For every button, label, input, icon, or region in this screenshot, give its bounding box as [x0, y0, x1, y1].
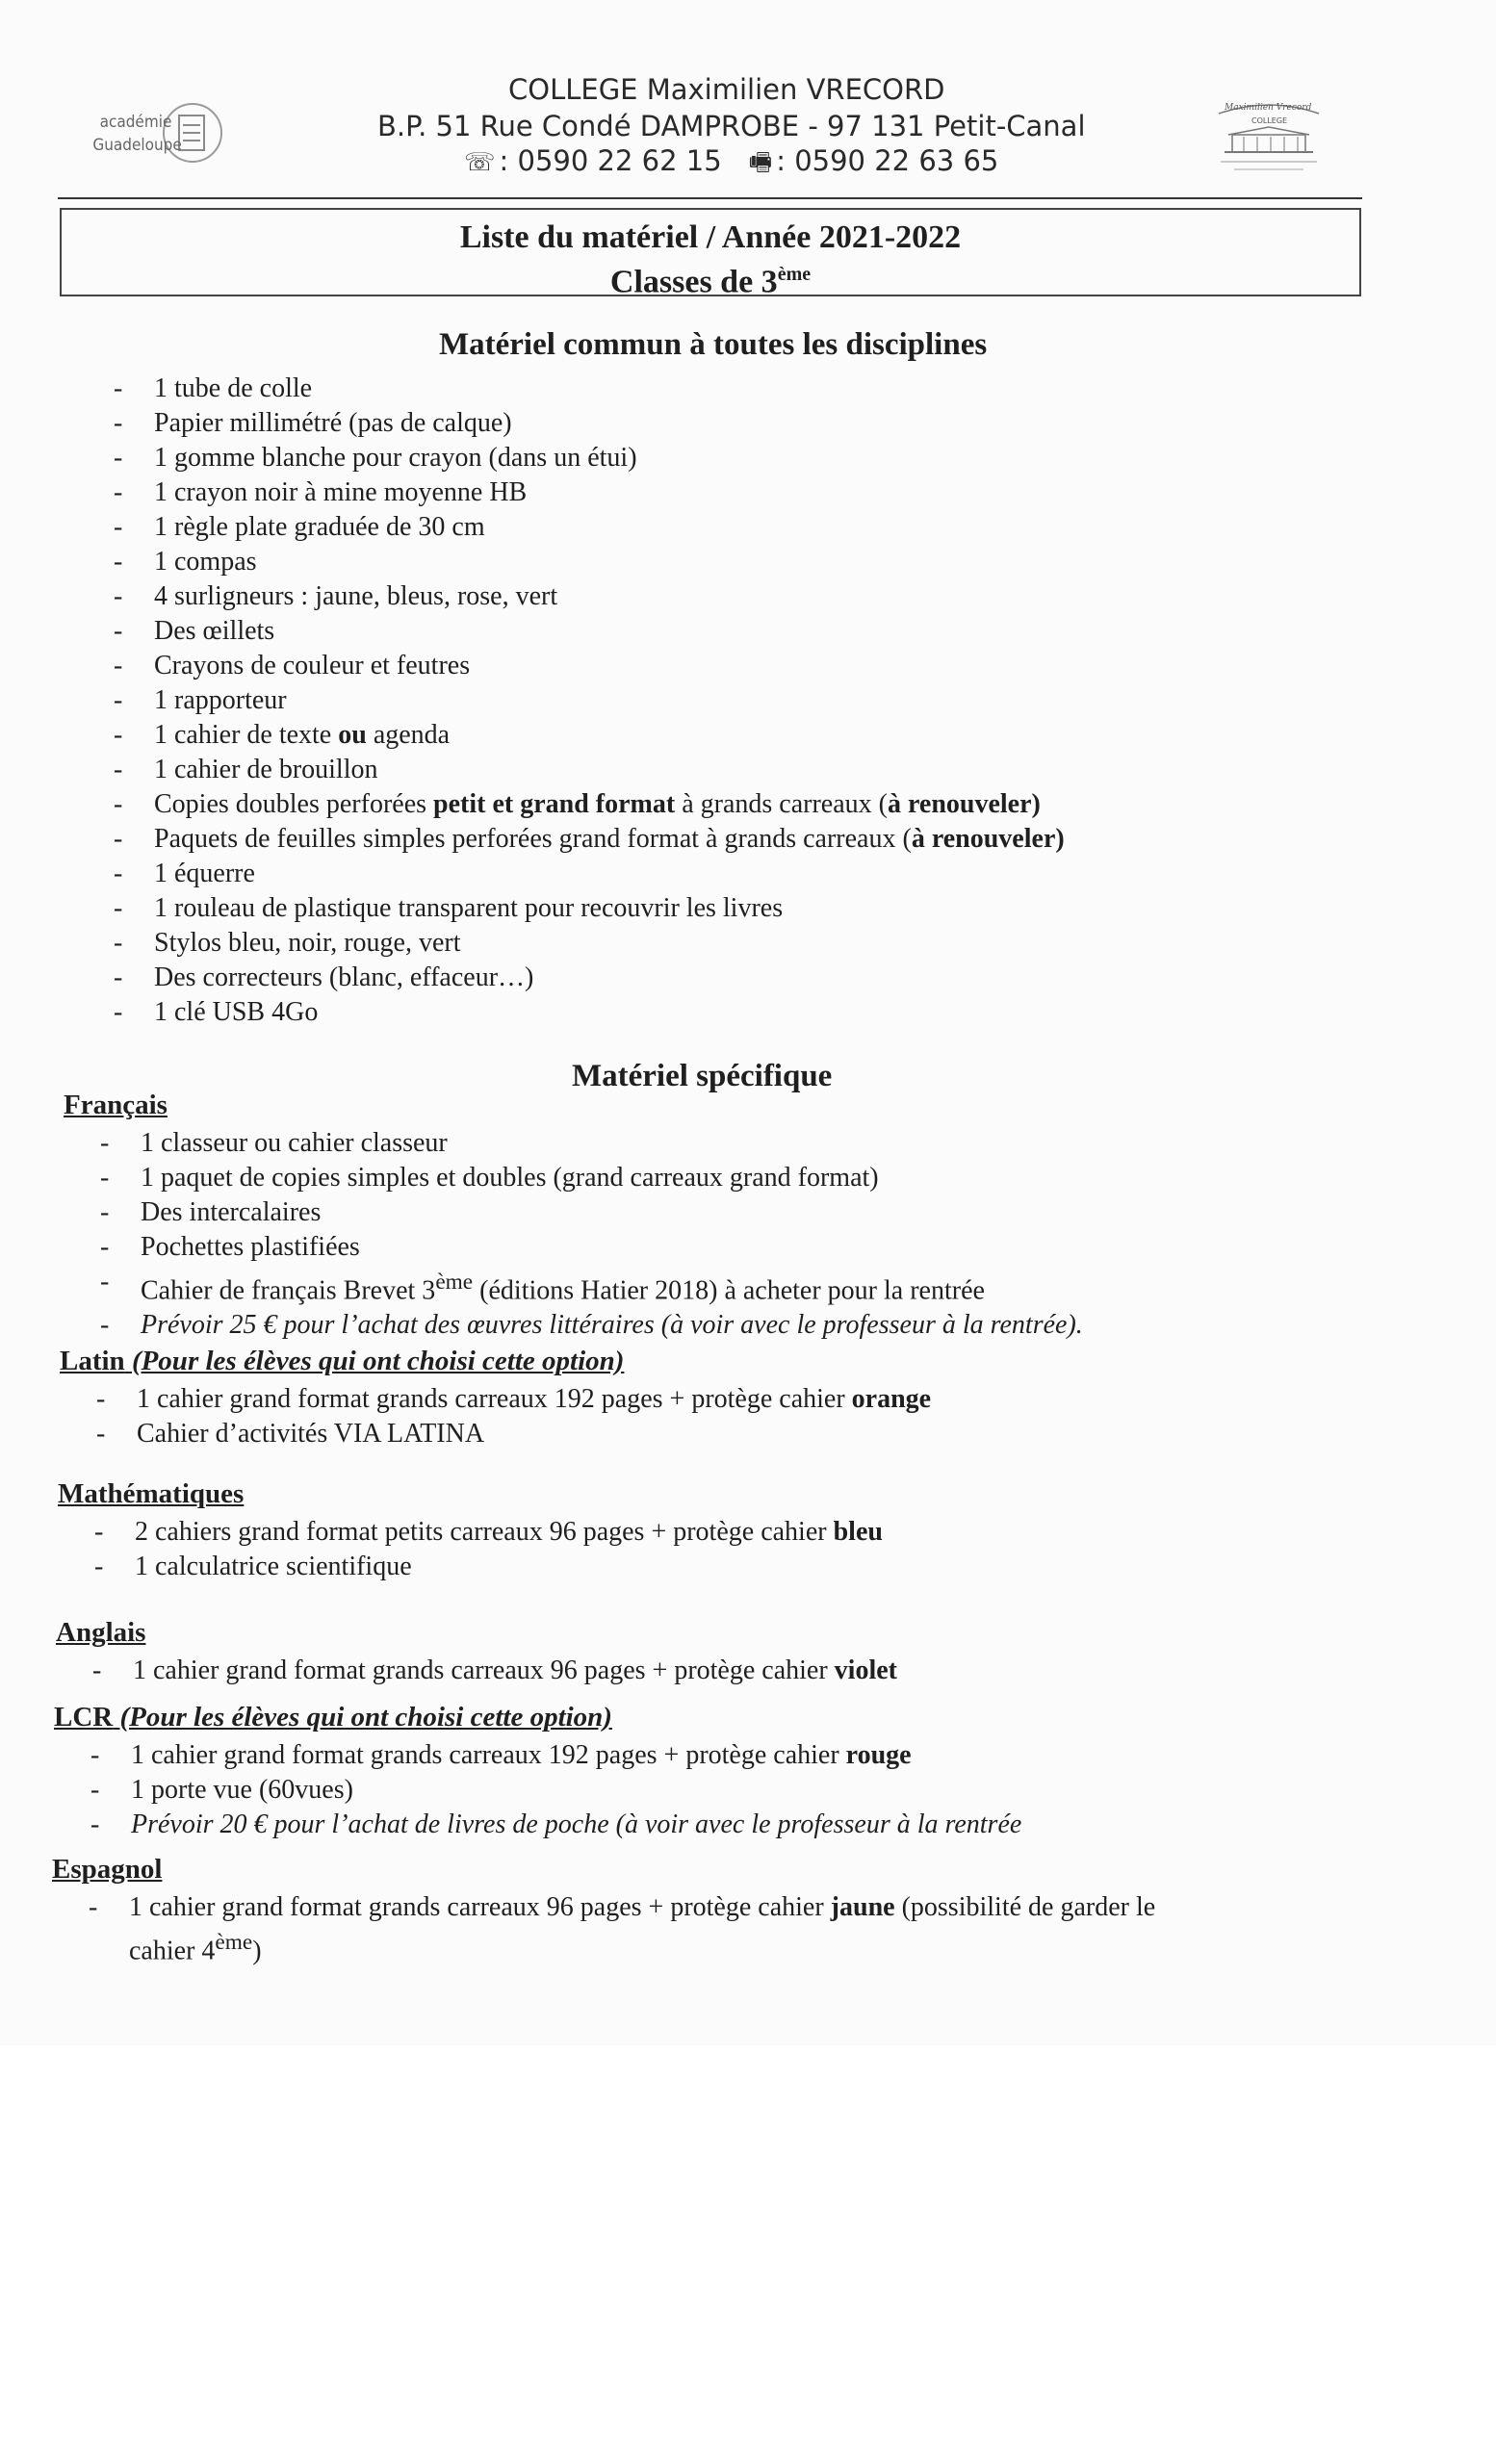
list-title: Liste du matériel / Année 2021-2022 [459, 219, 962, 255]
list-item: - Papier millimétré (pas de calque) [114, 406, 1065, 441]
list-item: - 1 clé USB 4Go [114, 995, 1065, 1030]
subject-name: Latin [60, 1346, 125, 1376]
subject-items-list [92, 1654, 897, 1688]
subject-name: Espagnol [52, 1854, 163, 1885]
subject-option-note: (Pour les élèves qui ont choisi cette option) [113, 1702, 612, 1732]
subject-heading [52, 1854, 162, 1886]
list-item: - 1 cahier grand format grands carreaux 96 pages + protège cahier jaune (possibilité de garder le [89, 1890, 1155, 1925]
list-item: - Pochettes plastifiées [100, 1230, 1083, 1265]
fax-number: : 0590 22 63 65 [776, 144, 999, 177]
list-item: - 1 règle plate graduée de 30 cm [114, 510, 1065, 545]
specific-section-heading: Matériel spécifique [572, 1059, 833, 1093]
list-item: - 1 cahier de texte ou agenda [114, 718, 1065, 753]
class-title [62, 256, 1359, 300]
list-item: - 2 cahiers grand format petits carreaux 96 pages + protège cahier bleu [94, 1515, 883, 1550]
class-title-main: Classes de 3 [609, 264, 778, 300]
list-item: - 1 porte vue (60vues) [90, 1773, 1021, 1808]
subject-items-list [94, 1515, 883, 1584]
list-item: - Cahier de français Brevet 3ème (éditions Hatier 2018) à acheter pour la rentrée [100, 1265, 1083, 1308]
academie-logo-line2: Guadeloupe [92, 135, 182, 155]
list-item: - 1 cahier grand format grands carreaux 192 pages + protège cahier orange [96, 1382, 931, 1417]
subject-option-note: (Pour les élèves qui ont choisi cette option) [124, 1346, 625, 1376]
list-item: - Prévoir 25 € pour l’achat des œuvres littéraires (à voir avec le professeur à la rentrée). [100, 1308, 1083, 1343]
list-item: - 1 tube de colle [114, 372, 1065, 406]
subject-heading [64, 1090, 168, 1121]
list-item: - Cahier d’activités VIA LATINA [96, 1417, 931, 1451]
list-item: - Des œillets [114, 614, 1065, 649]
subject-heading [58, 1478, 244, 1510]
list-item: - 1 cahier grand format grands carreaux 192 pages + protège cahier rouge [90, 1738, 1021, 1773]
phone-number: : 0590 22 62 15 [499, 144, 722, 177]
list-item: - 1 cahier de brouillon [114, 753, 1065, 787]
list-item: - 1 gomme blanche pour crayon (dans un étui) [114, 441, 1065, 475]
list-item: - Des intercalaires [100, 1195, 1083, 1230]
common-items-list [114, 372, 1065, 1030]
subject-name: LCR [54, 1702, 114, 1732]
subject-name: Anglais [56, 1617, 146, 1648]
list-item: - 1 cahier grand format grands carreaux 96 pages + protège cahier violet [92, 1654, 897, 1688]
list-item: - Des correcteurs (blanc, effaceur…) [114, 961, 1065, 995]
list-item: - 1 compas [114, 545, 1065, 579]
school-name: COLLEGE Maximilien VRECORD [508, 73, 945, 106]
list-item: - 4 surligneurs : jaune, bleus, rose, vert [114, 579, 1065, 614]
list-item: - Copies doubles perforées petit et grand format à grands carreaux (à renouveler) [114, 787, 1065, 822]
school-address: B.P. 51 Rue Condé DAMPROBE - 97 131 Petit-Canal [377, 110, 1086, 142]
list-item: - Prévoir 20 € pour l’achat de livres de poche (à voir avec le professeur à la rentrée [90, 1808, 1021, 1842]
subject-name: Mathématiques [58, 1478, 245, 1509]
list-item: - Crayons de couleur et feutres [114, 649, 1065, 683]
phone-icon: ☏ [464, 148, 496, 177]
subject-name: Français [64, 1090, 168, 1120]
school-contact [464, 144, 998, 187]
list-item: - 1 rouleau de plastique transparent pour recouvrir les livres [114, 891, 1065, 926]
title-box [60, 208, 1361, 300]
academie-logo [79, 83, 233, 189]
subject-heading [56, 1617, 145, 1649]
list-item: - Paquets de feuilles simples perforées grand format à grands carreaux (à renouveler) [114, 822, 1065, 857]
header-divider [58, 197, 1362, 199]
list-item: - Stylos bleu, noir, rouge, vert [114, 926, 1065, 961]
college-logo [1211, 92, 1327, 185]
list-item: - 1 équerre [114, 857, 1065, 891]
subject-items-list [96, 1382, 931, 1451]
fax-icon: 🖷 [748, 148, 773, 177]
list-item: - 1 calculatrice scientifique [94, 1550, 883, 1584]
subject-items-list [100, 1126, 1083, 1343]
list-item: - 1 paquet de copies simples et doubles (grand carreaux grand format) [100, 1161, 1083, 1195]
list-item: - 1 classeur ou cahier classeur [100, 1126, 1083, 1161]
list-item: - 1 rapporteur [114, 683, 1065, 718]
common-section-heading: Matériel commun à toutes les disciplines [439, 327, 988, 362]
subject-heading [54, 1702, 612, 1733]
list-item: cahier 4ème) [129, 1930, 262, 1966]
class-title-sup: ème [777, 264, 812, 285]
college-logo-line2: COLLEGE [1251, 116, 1288, 125]
list-item: - 1 crayon noir à mine moyenne HB [114, 475, 1065, 510]
subject-items-list [89, 1890, 1155, 1968]
subject-heading [60, 1346, 624, 1377]
subject-items-list [90, 1738, 1021, 1842]
academie-logo-line1: académie [99, 112, 172, 132]
college-logo-line1: Maximilien Vrecord [1225, 103, 1312, 113]
